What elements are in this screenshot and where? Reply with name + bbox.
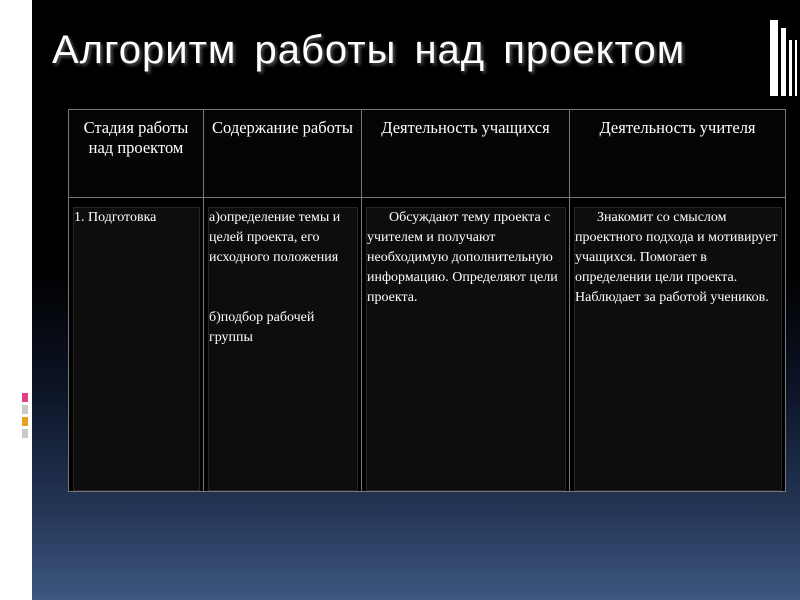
cell-inner <box>366 207 566 491</box>
table-header-row <box>69 110 786 198</box>
deco-bar <box>770 20 778 96</box>
content-item-a: а)определение темы и целей проекта, его исходного положения <box>209 210 341 265</box>
header-students: Деятельность учащихся <box>362 110 570 198</box>
deco-bar <box>781 28 786 96</box>
header-stage: Стадия работы над проектом <box>69 110 204 198</box>
deco-bar <box>789 40 792 96</box>
content-item-b: б)подбор рабочей группы <box>209 310 315 345</box>
deco-bar <box>795 40 797 96</box>
table-row <box>69 198 786 492</box>
decorative-bars <box>770 18 800 98</box>
cell-inner <box>208 207 358 491</box>
cell-stage <box>69 198 204 492</box>
decorative-squares <box>16 393 26 503</box>
cell-inner <box>574 207 782 491</box>
deco-square-gray <box>22 405 28 414</box>
cell-inner <box>73 207 200 491</box>
project-algorithm-table <box>68 109 786 492</box>
header-content: Содержание работы <box>204 110 362 198</box>
cell-students <box>362 198 570 492</box>
slide <box>32 0 800 600</box>
deco-square-orange <box>22 417 28 426</box>
deco-square-gray <box>22 429 28 438</box>
students-activity-text: Обсуждают тему проекта с учителем и получают необходимую дополнительную информацию. Определяют цели проекта. <box>367 210 558 305</box>
teacher-activity-text: Знакомит со смыслом проектного подхода и мотивирует учащихся. Помогает в определении цели проекта. Наблюдает за работой учеников. <box>575 210 778 305</box>
header-teacher: Деятельность учителя <box>570 110 786 198</box>
deco-square-pink <box>22 393 28 402</box>
stage-text: 1. Подготовка <box>74 210 157 225</box>
cell-teacher <box>570 198 786 492</box>
slide-title: Алгоритм работы над проектом <box>52 28 686 72</box>
cell-content <box>204 198 362 492</box>
